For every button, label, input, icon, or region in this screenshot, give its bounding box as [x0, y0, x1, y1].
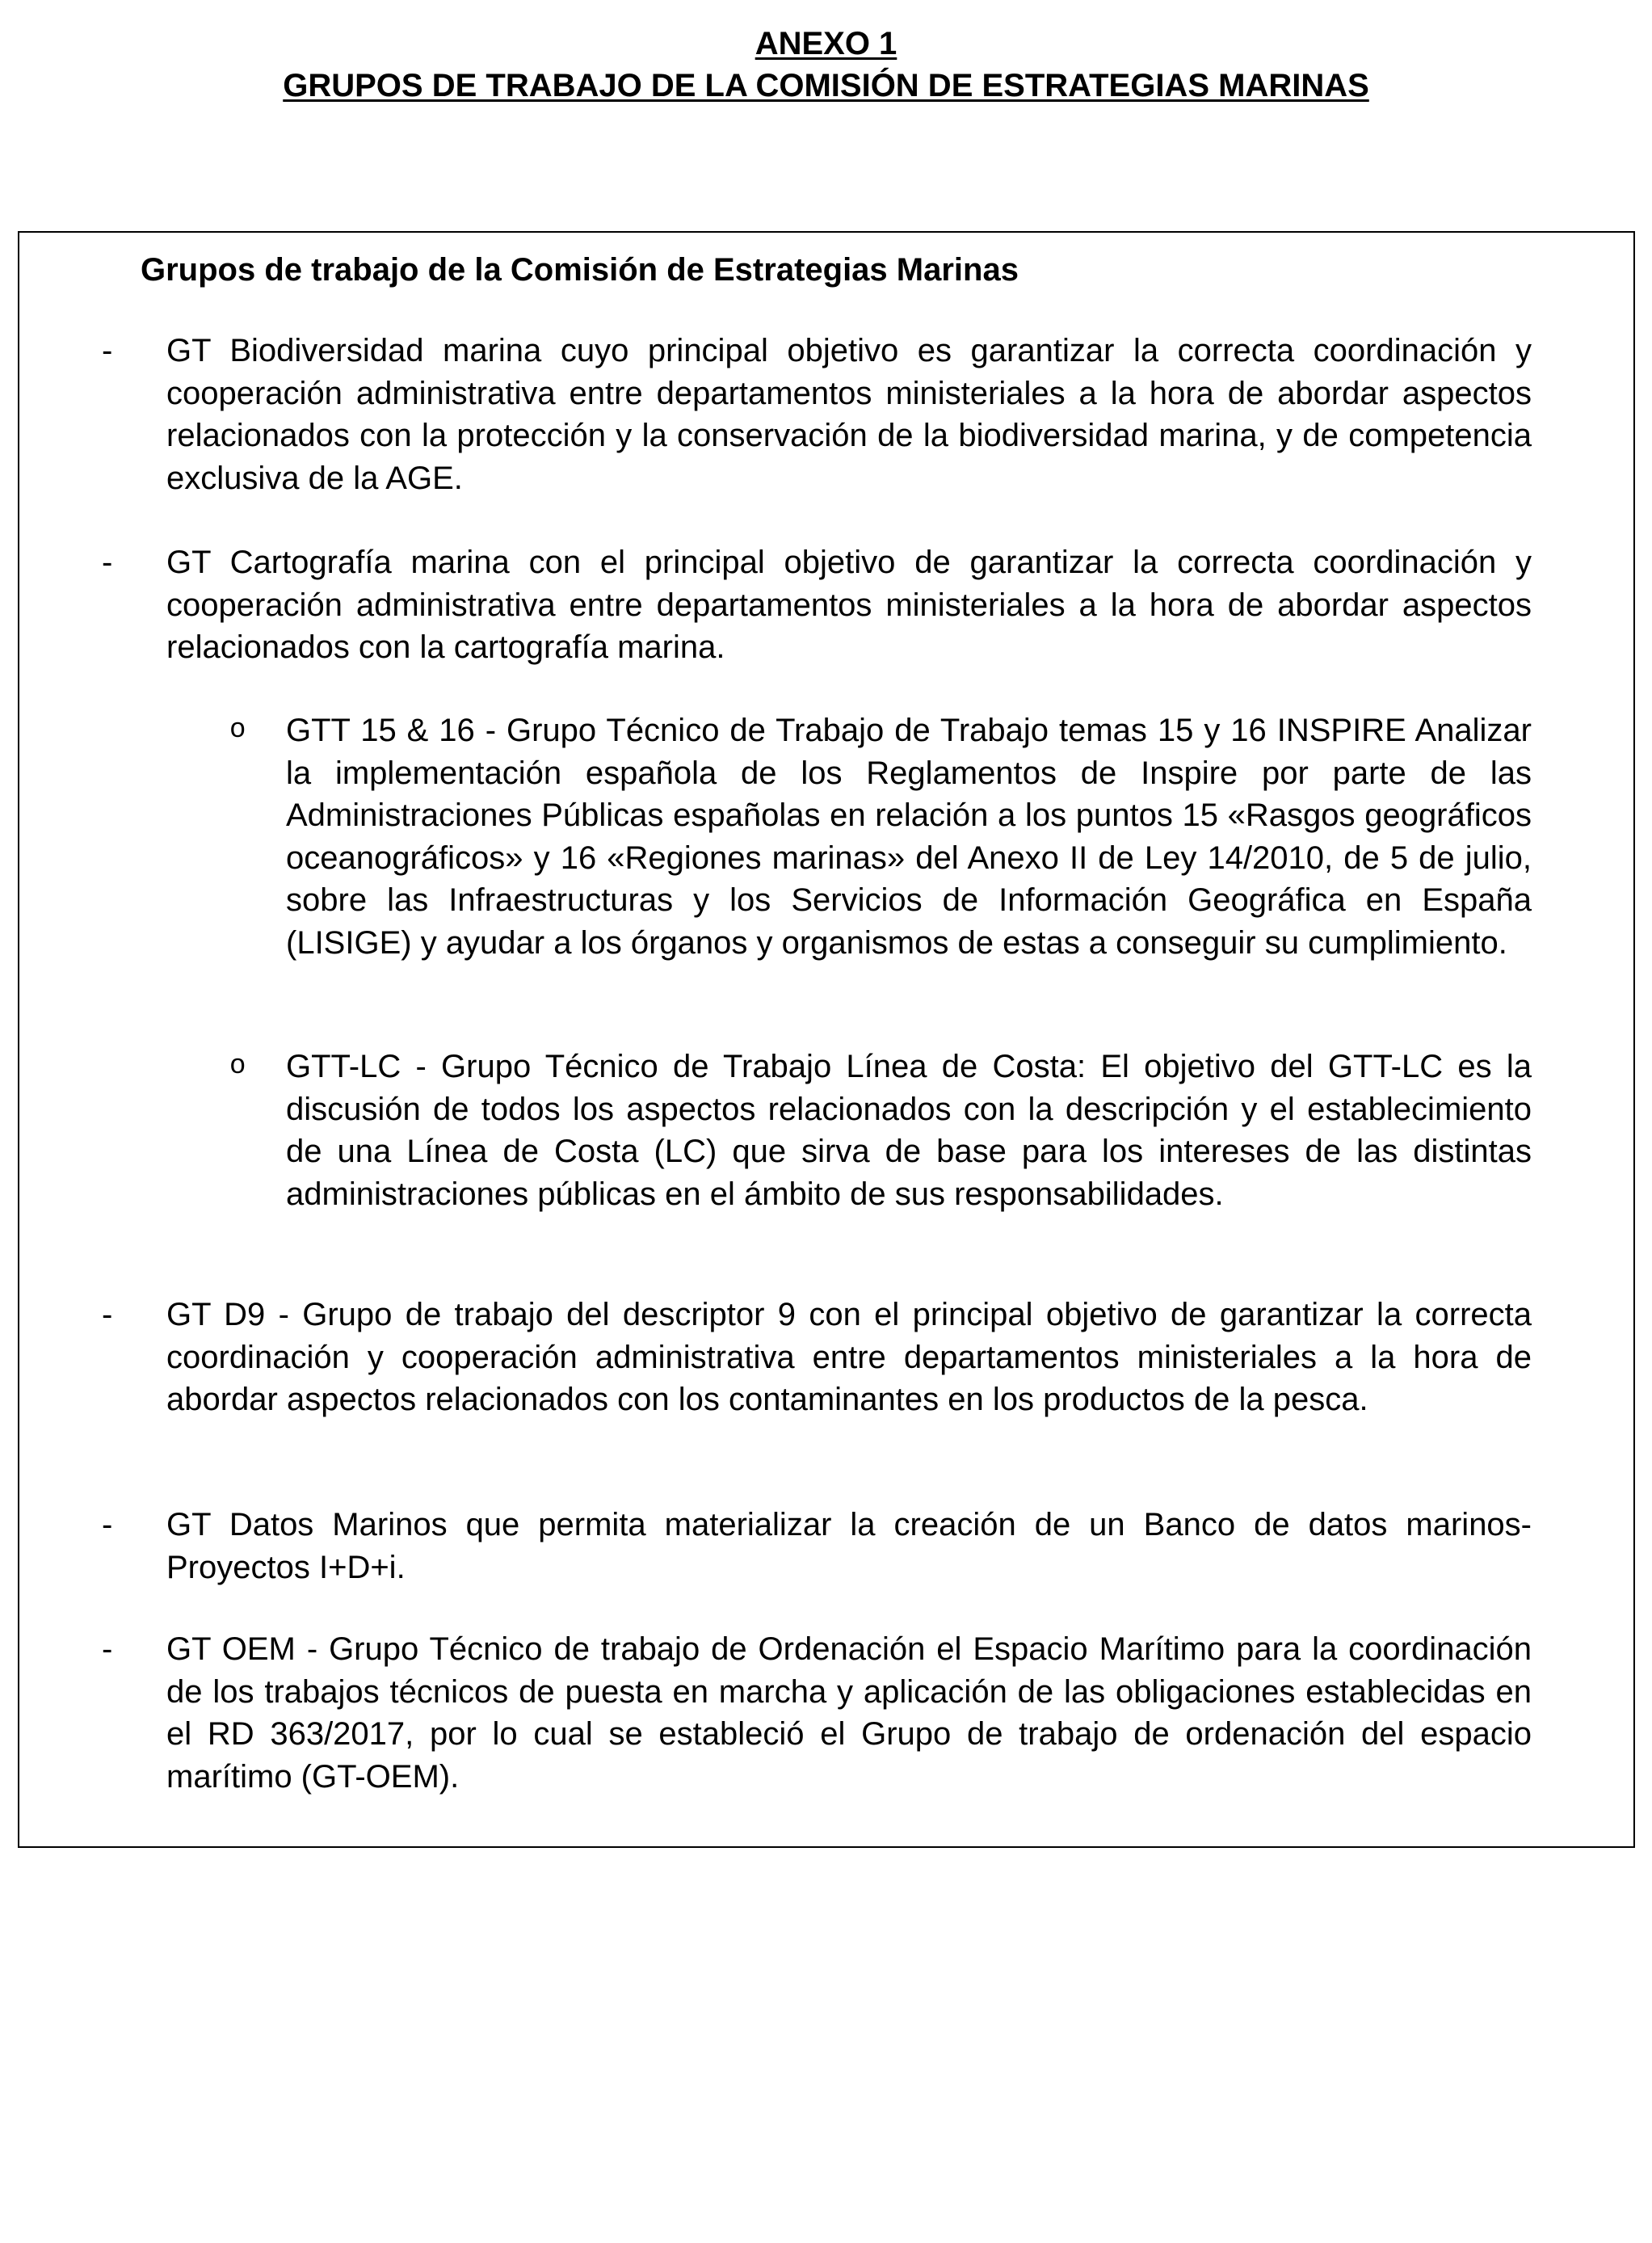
list-item-text: GT Cartografía marina con el principal objetivo de garantizar la correcta coordinación y cooperación administrativa entre departamentos ministeriales a la hora de abordar aspectos relacionados con la cartografía marina. — [166, 545, 1532, 665]
list-item-text: GT Biodiversidad marina cuyo principal objetivo es garantizar la correcta coordinación y cooperación administrativa entre departamentos ministeriales a la hora de abordar aspectos relacionados con la protección y la conservación de la biodiversidad marina, y de competencia exclusiva de la AGE. — [166, 333, 1532, 496]
dash-bullet: - — [102, 333, 113, 368]
circle-bullet-icon: o — [229, 715, 246, 746]
sub-list-item-text: GTT 15 & 16 - Grupo Técnico de Trabajo de Trabajo temas 15 y 16 INSPIRE Analizar la implementación española de los Reglamentos de Inspire por parte de las Administraciones Públicas españolas en relación a los puntos 15 «Rasgos geográficos oceanográficos» y 16 «Regiones marinas» del Anexo II de Ley 14/2010, de 5 de julio, sobre las Infraestructuras y los Servicios de Información Geográfica en España (LISIGE) y ayudar a los órganos y organismos de estas a conseguir su cumplimiento. — [286, 713, 1532, 961]
dash-bullet: - — [102, 545, 113, 580]
working-groups-box — [18, 231, 1635, 1848]
annex-title: ANEXO 1 — [755, 26, 897, 61]
sub-list-item-text: GTT-LC - Grupo Técnico de Trabajo Línea de Costa: El objetivo del GTT-LC es la discusión de todos los aspectos relacionados con la descripción y el establecimiento de una Línea de Costa (LC) que sirva de base para los intereses de las distintas administraciones públicas en el ámbito de sus responsabilidades. — [286, 1049, 1532, 1212]
dash-bullet: - — [102, 1631, 113, 1667]
list-item-text: GT Datos Marinos que permita materializar la creación de un Banco de datos marinos-Proyectos I+D+i. — [166, 1507, 1532, 1585]
circle-bullet-icon: o — [229, 1051, 246, 1082]
annex-subtitle: GRUPOS DE TRABAJO DE LA COMISIÓN DE ESTRATEGIAS MARINAS — [283, 68, 1369, 103]
list-item-text: GT OEM - Grupo Técnico de trabajo de Ordenación el Espacio Marítimo para la coordinación de los trabajos técnicos de puesta en marcha y aplicación de las obligaciones establecidas en el RD 363/2017, por lo cual se estableció el Grupo de trabajo de ordenación del espacio marítimo (GT-OEM). — [166, 1631, 1532, 1795]
dash-bullet: - — [102, 1297, 113, 1332]
box-heading: Grupos de trabajo de la Comisión de Estrategias Marinas — [141, 252, 1019, 288]
dash-bullet: - — [102, 1507, 113, 1542]
list-item-text: GT D9 - Grupo de trabajo del descriptor 9 con el principal objetivo de garantizar la correcta coordinación y cooperación administrativa entre departamentos ministeriales a la hora de abordar aspectos relacionados con los contaminantes en los productos de la pesca. — [166, 1297, 1532, 1417]
page-header — [0, 23, 1652, 107]
